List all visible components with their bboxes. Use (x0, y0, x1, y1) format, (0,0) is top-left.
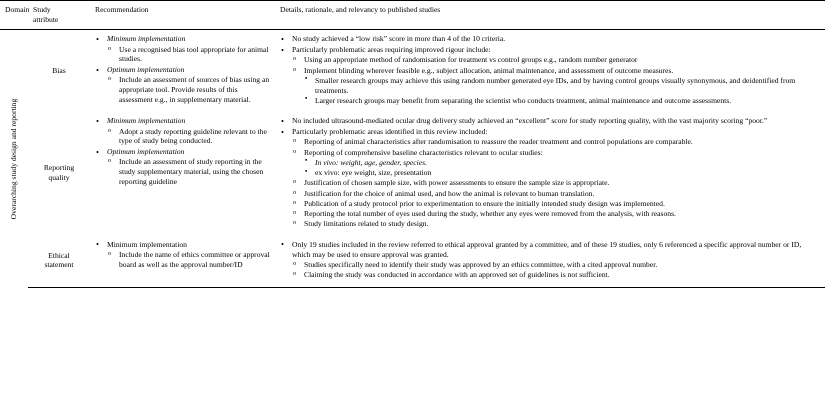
details-text: Only 19 studies included in the review referred to ethical approval granted by a committee, and of these 19 studies, only 6 referenced a specific approval number or ID, which may be used to ensure approval was granted. (292, 239, 802, 259)
table-row (0, 236, 825, 287)
list-item: • No study achieved a “low risk” score in more than 4 of the 10 criteria. (280, 34, 820, 44)
study-attribute-bias: Bias (52, 65, 66, 75)
list-item: o Include an assessment of sources of bias using an appropriate tool. Provide results of this assessment e.g., in supplementary material. (107, 75, 270, 104)
sub-list (107, 157, 270, 186)
list-item (292, 148, 820, 178)
column-header-recommendation: Recommendation (90, 1, 275, 30)
recommendation-heading: Minimum implementation (107, 239, 187, 249)
details-reporting-quality (275, 112, 825, 235)
table-header (0, 1, 825, 30)
list-item: o Using an appropriate method of randomisation for treatment vs control groups e.g., random number generator (292, 55, 820, 65)
list-item: ▪ ex vivo: eye weight, size, presentation (304, 168, 820, 178)
list-item: o Use a recognised bias tool appropriate for animal studies. (107, 45, 270, 64)
list-item: o Reporting the total number of eyes used during the study, whether any eyes were removed from the analysis, with reasons. (292, 209, 820, 219)
recommendation-list (95, 240, 270, 270)
list-item (95, 116, 270, 146)
domain-label: Overarching study design and reporting (9, 98, 19, 220)
details-text: Implement blinding wherever feasible e.g., subject allocation, animal maintenance, and assessment of outcome measures. (304, 65, 674, 75)
recommendation-list (95, 116, 270, 186)
list-item: o Adopt a study reporting guideline relevant to the type of study being conducted. (107, 127, 270, 146)
list-item: ▪ Larger research groups may benefit from separating the scientist who conducts treatment, animal maintenance and outcome assessments. (304, 96, 820, 106)
sub-list (292, 55, 820, 105)
list-item: o Include the name of ethics committee or approval board as well as the approval number/ID (107, 250, 270, 269)
recommendation-heading: Optimum implementation (107, 147, 185, 157)
details-bias (275, 30, 825, 113)
details-list (280, 34, 820, 105)
table-body (0, 30, 825, 287)
study-attribute-reporting-quality: Reporting quality (43, 163, 75, 183)
list-item: o Justification for the choice of animal used, and how the animal is relevant to human translation. (292, 189, 820, 199)
details-text: Particularly problematic areas identified in this review included: (292, 127, 488, 137)
list-item (95, 65, 270, 104)
details-ethical-statement (275, 236, 825, 287)
header-row (0, 1, 825, 30)
sub-list (292, 260, 820, 280)
list-item (280, 45, 820, 105)
sub-list (107, 45, 270, 64)
list-item: o Include an assessment of study reporting in the study supplementary material, using the chosen reporting guideline (107, 157, 270, 186)
list-item (292, 66, 820, 106)
list-item (280, 240, 820, 280)
study-attribute-ethical-statement: Ethical statement (28, 236, 90, 287)
list-item: o Study limitations related to study design. (292, 219, 820, 229)
domain-cell (0, 30, 28, 287)
column-header-study-attribute-line1: Study (33, 5, 51, 14)
recommendation-ethical-statement (90, 236, 275, 287)
recommendation-heading: Optimum implementation (107, 65, 185, 75)
list-item: • No included ultrasound-mediated ocular drug delivery study achieved an “excellent” score for study reporting quality, with the vast majority scoring “poor.” (280, 116, 820, 126)
details-list (280, 240, 820, 280)
recommendation-reporting-quality (90, 112, 275, 235)
list-item: o Claiming the study was conducted in accordance with an approved set of guidelines is not sufficient. (292, 270, 820, 280)
sub-list (292, 137, 820, 228)
recommendation-heading: Minimum implementation (107, 34, 186, 44)
recommendation-bias (90, 30, 275, 113)
details-list (280, 116, 820, 228)
sub-sub-list (304, 76, 820, 106)
column-header-domain: Domain (0, 1, 28, 30)
list-item: o Publication of a study protocol prior to experimentation to ensure the initially intended study design was implemented. (292, 199, 820, 209)
details-text: Particularly problematic areas requiring improved rigour include: (292, 45, 491, 55)
column-header-details: Details, rationale, and relevancy to published studies (275, 1, 825, 30)
list-item: ▪ Smaller research groups may achieve this using random number generated eye IDs, and by having control groups visually synonymous, and deidentified from treatments. (304, 76, 820, 95)
list-item: o Justification of chosen sample size, with power assessments to ensure the sample size is appropriate. (292, 178, 820, 188)
list-item (95, 147, 270, 186)
column-header-study-attribute (28, 1, 90, 30)
sub-list (107, 250, 270, 269)
column-header-study-attribute-line2: attribute (33, 14, 59, 24)
table-row (0, 112, 825, 235)
details-text: Reporting of comprehensive baseline characteristics relevant to ocular studies: (304, 147, 543, 157)
list-item (95, 34, 270, 64)
recommendation-list (95, 34, 270, 104)
list-item: o Reporting of animal characteristics after randomisation to reassure the reader treatment and control populations are comparable. (292, 137, 820, 147)
list-item: ▪ In vivo: weight, age, gender, species. (304, 158, 820, 168)
list-item: o Studies specifically need to identify their study was approved by an ethics committee, with a cited approval number. (292, 260, 820, 270)
sub-sub-list (304, 158, 820, 178)
list-item (95, 240, 270, 270)
recommendation-heading: Minimum implementation (107, 116, 186, 126)
table-row (0, 30, 825, 113)
sub-list (107, 75, 270, 104)
sub-list (107, 127, 270, 146)
list-item (280, 127, 820, 229)
